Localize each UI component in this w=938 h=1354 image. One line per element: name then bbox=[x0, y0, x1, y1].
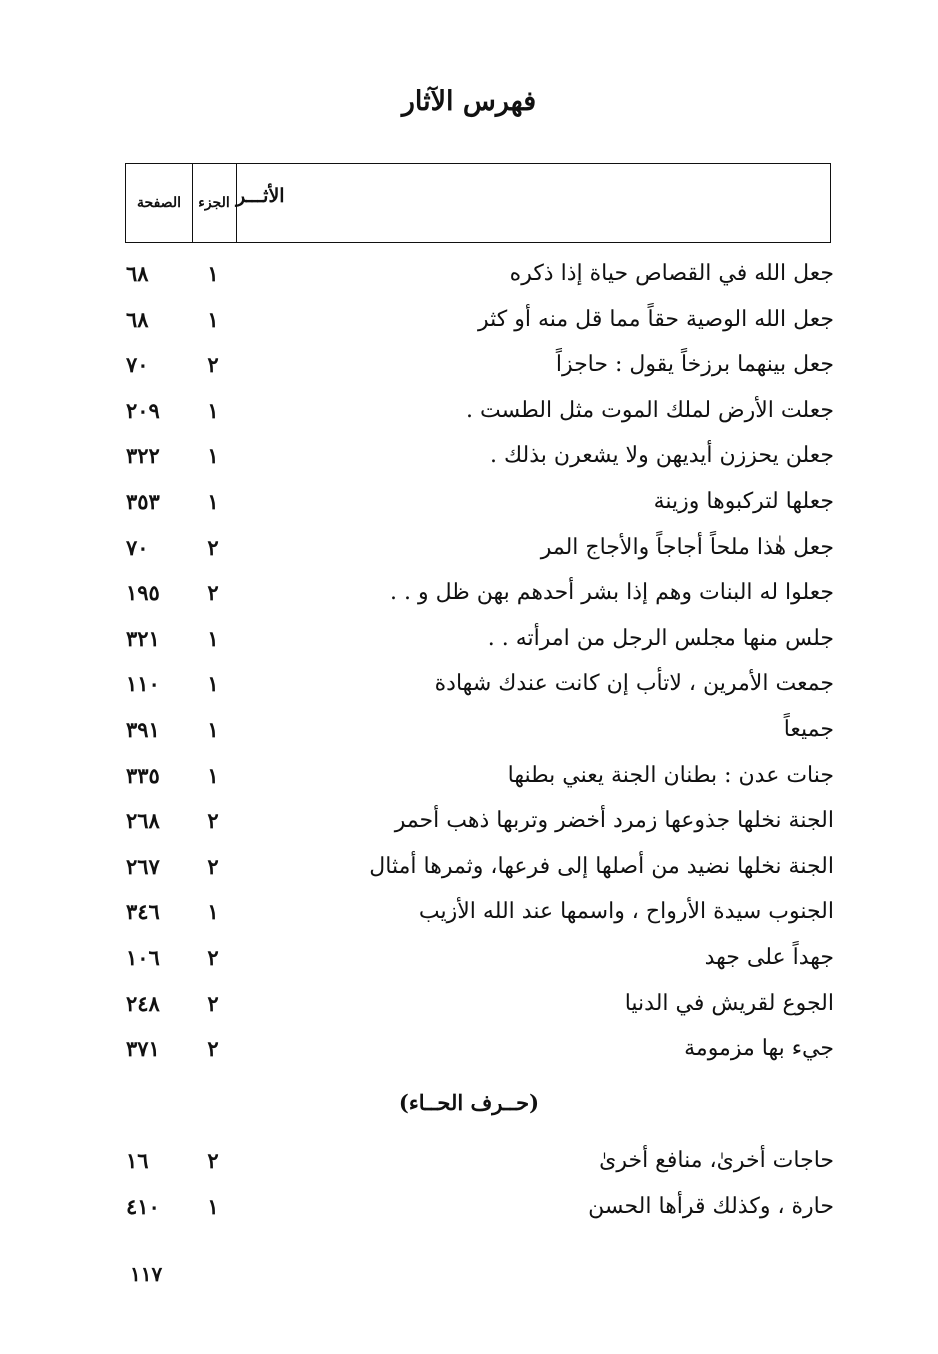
entry-volume: ٢ bbox=[207, 853, 219, 879]
entry-volume: ١ bbox=[207, 762, 219, 788]
entry-volume: ١ bbox=[207, 625, 219, 651]
list-item bbox=[0, 707, 938, 753]
entry-text: جعلت الأرض لملك الموت مثل الطست . bbox=[466, 397, 834, 423]
list-item bbox=[0, 616, 938, 662]
entry-volume: ١ bbox=[207, 671, 219, 697]
header-page-column: الصفحة bbox=[126, 164, 193, 242]
list-item bbox=[0, 1138, 938, 1184]
list-item bbox=[0, 388, 938, 434]
entry-page: ٢٦٨ bbox=[126, 808, 160, 834]
entry-text: جهداً على جهد bbox=[704, 944, 834, 970]
entry-page: ٢٤٨ bbox=[126, 990, 160, 1016]
entry-text: جعلن يحززن أيديهن ولا يشعرن بذلك . bbox=[490, 443, 834, 469]
entries-list bbox=[0, 251, 938, 1072]
list-item bbox=[0, 1184, 938, 1230]
list-item bbox=[0, 753, 938, 799]
entry-text: جعل بينهما برزخاً يقول : حاجزاً bbox=[555, 352, 834, 378]
list-item bbox=[0, 297, 938, 343]
entry-volume: ٢ bbox=[207, 808, 219, 834]
entry-page: ١٩٥ bbox=[126, 580, 160, 606]
entry-volume: ١ bbox=[207, 1193, 219, 1219]
entry-volume: ٢ bbox=[207, 352, 219, 378]
entry-text: حاجات أخرىٰ، منافع أخرىٰ bbox=[599, 1148, 834, 1173]
entry-text: جعل الله الوصية حقاً مما قل منه أو كثر bbox=[477, 306, 834, 332]
list-item bbox=[0, 889, 938, 935]
entry-volume: ٢ bbox=[207, 1036, 219, 1062]
entry-page: ١٦ bbox=[126, 1148, 149, 1173]
entry-text: جنات عدن : بطنان الجنة يعني بطنها bbox=[507, 762, 834, 788]
entry-page: ٣٤٦ bbox=[126, 899, 160, 925]
table-header bbox=[125, 163, 831, 243]
entry-page: ٤١٠ bbox=[126, 1193, 160, 1219]
list-item bbox=[0, 798, 938, 844]
list-item bbox=[0, 661, 938, 707]
entry-page: ٣٥٣ bbox=[126, 488, 160, 514]
list-item bbox=[0, 433, 938, 479]
entry-page: ١١٠ bbox=[126, 671, 160, 697]
entry-page: ٣٣٥ bbox=[126, 762, 160, 788]
list-item bbox=[0, 935, 938, 981]
list-item bbox=[0, 1026, 938, 1072]
entry-text: حارة ، وكذلك قرأها الحسن bbox=[588, 1193, 834, 1219]
section-heading: (حــرف الحــاء) bbox=[398, 1090, 540, 1115]
page-number: ١١٧ bbox=[130, 1262, 163, 1286]
entry-volume: ١ bbox=[207, 261, 219, 286]
entry-volume: ٢ bbox=[207, 534, 219, 560]
entry-volume: ١ bbox=[207, 443, 219, 469]
list-item bbox=[0, 844, 938, 890]
entry-text: جعلها لتركبوها وزينة bbox=[653, 488, 834, 514]
entry-text: الجنوب سيدة الأرواح ، واسمها عند الله الأزيب bbox=[418, 899, 834, 925]
page-title: فهرس الآثار bbox=[401, 86, 537, 117]
entry-text: الجنة نخلها جذوعها زمرد أخضر وتربها ذهب أحمر bbox=[394, 808, 834, 834]
list-item bbox=[0, 342, 938, 388]
list-item bbox=[0, 981, 938, 1027]
entry-page: ٣٢١ bbox=[126, 625, 160, 651]
entry-text: جميعاً bbox=[783, 716, 834, 742]
list-item bbox=[0, 251, 938, 297]
entry-volume: ١ bbox=[207, 397, 219, 423]
list-item bbox=[0, 525, 938, 571]
entry-text: جعل الله في القصاص حياة إذا ذكره bbox=[509, 261, 834, 286]
entry-volume: ١ bbox=[207, 899, 219, 925]
entry-text: جمعت الأمرين ، لاتأب إن كانت عندك شهادة bbox=[434, 671, 834, 697]
list-item bbox=[0, 479, 938, 525]
entry-page: ٣٧١ bbox=[126, 1036, 160, 1062]
entry-volume: ٢ bbox=[207, 990, 219, 1016]
entry-volume: ٢ bbox=[207, 944, 219, 970]
entry-text: جيء بها مزمومة bbox=[684, 1036, 834, 1062]
list-item bbox=[0, 570, 938, 616]
entry-page: ٢٦٧ bbox=[126, 853, 160, 879]
entry-page: ٧٠ bbox=[126, 352, 149, 378]
entry-page: ٣٢٢ bbox=[126, 443, 160, 469]
entry-page: ٦٨ bbox=[126, 261, 149, 286]
header-athar-column: الأثـــر bbox=[236, 185, 285, 207]
entry-page: ٣٩١ bbox=[126, 716, 160, 742]
entry-text: الجوع لقريش في الدنيا bbox=[624, 990, 834, 1016]
entry-page: ٢٠٩ bbox=[126, 397, 160, 423]
header-volume-column: الجزء bbox=[192, 164, 237, 242]
entry-volume: ٢ bbox=[207, 1148, 219, 1173]
entry-volume: ٢ bbox=[207, 580, 219, 606]
entry-text: جعلوا له البنات وهم إذا بشر أحدهم بهن ظل و . . bbox=[390, 580, 834, 606]
entry-text: جعل هٰذا ملحاً أجاجاً والأجاج المر bbox=[540, 534, 834, 560]
entry-page: ١٠٦ bbox=[126, 944, 160, 970]
entry-volume: ١ bbox=[207, 306, 219, 332]
entry-page: ٧٠ bbox=[126, 534, 149, 560]
entry-text: الجنة نخلها نضيد من أصلها إلى فرعها، وثمرها أمثال bbox=[369, 853, 834, 879]
entry-volume: ١ bbox=[207, 716, 219, 742]
entry-page: ٦٨ bbox=[126, 306, 149, 332]
section-entries-list bbox=[0, 1138, 938, 1229]
entry-text: جلس منها مجلس الرجل من امرأته . . bbox=[487, 625, 834, 651]
entry-volume: ١ bbox=[207, 488, 219, 514]
